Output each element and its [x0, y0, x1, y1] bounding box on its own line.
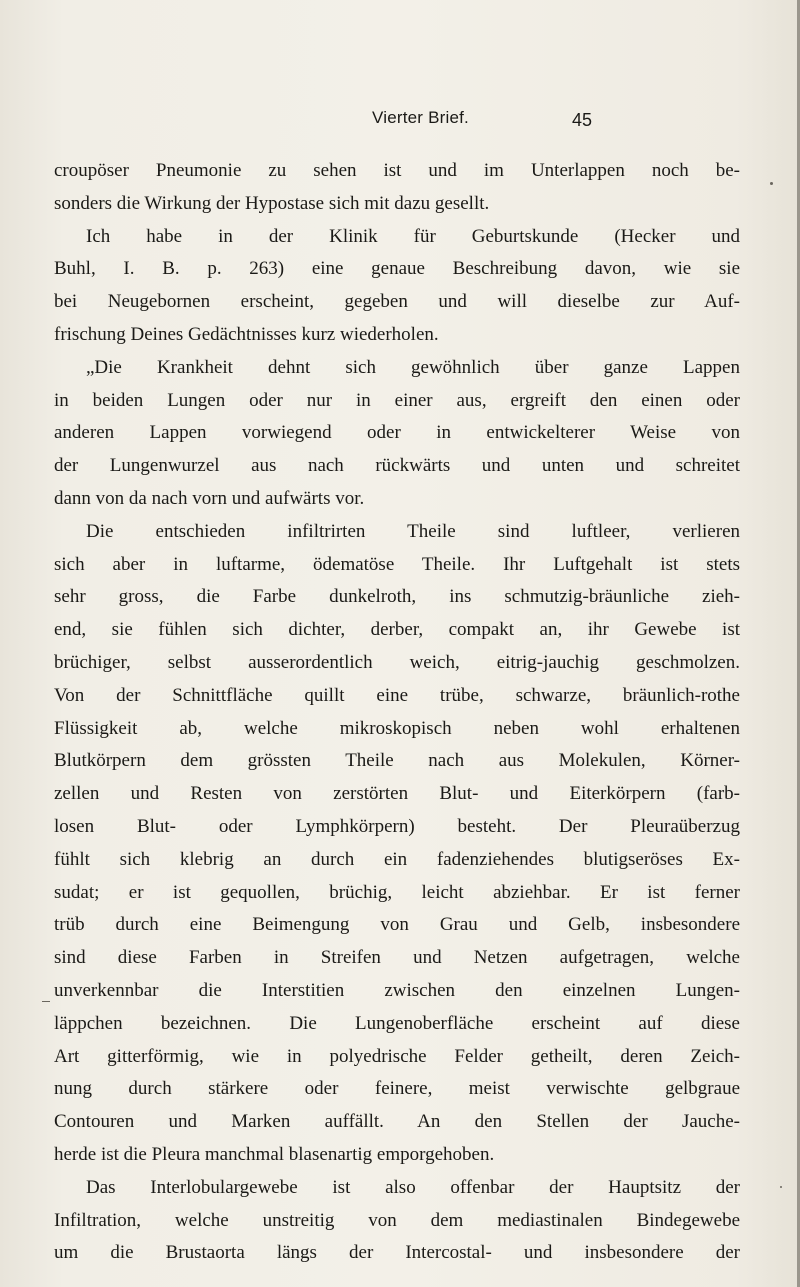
text-line: fühlt sich klebrig an durch ein fadenziehendes blutigseröses Ex-	[54, 848, 740, 870]
text-line: Buhl, I. B. p. 263) eine genaue Beschreibung davon, wie sie	[54, 258, 740, 280]
text-line: Flüssigkeit ab, welche mikroskopisch neben wohl erhaltenen	[54, 717, 740, 739]
text-line: unverkennbar die Interstitien zwischen den einzelnen Lungen-	[54, 979, 740, 1001]
print-speck	[770, 182, 773, 185]
text-line: Die entschieden infiltrirten Theile sind luftleer, verlieren	[86, 520, 740, 542]
text-line: Contouren und Marken auffällt. An den Stellen der Jauche-	[54, 1111, 740, 1133]
text-line: sich aber in luftarme, ödematöse Theile. Ihr Luftgehalt ist stets	[54, 553, 740, 575]
text-line: der Lungenwurzel aus nach rückwärts und unten und schreitet	[54, 455, 740, 477]
text-line: um die Brustaorta längs der Intercostal- und insbesondere der	[54, 1242, 740, 1264]
text-line: zellen und Resten von zerstörten Blut- und Eiterkörpern (farb-	[54, 783, 740, 805]
text-line: bei Neugebornen erscheint, gegeben und will dieselbe zur Auf-	[54, 291, 740, 313]
print-speck	[780, 1186, 782, 1188]
text-line: Art gitterförmig, wie in polyedrische Felder getheilt, deren Zeich-	[54, 1045, 740, 1067]
text-line: läppchen bezeichnen. Die Lungenoberfläche erscheint auf diese	[54, 1012, 740, 1034]
text-line: Von der Schnittfläche quillt eine trübe, schwarze, bräunlich-rothe	[54, 684, 740, 706]
text-line: sudat; er ist gequollen, brüchig, leicht abziehbar. Er ist ferner	[54, 881, 740, 903]
text-line: Blutkörpern dem grössten Theile nach aus Molekulen, Körner-	[54, 750, 740, 772]
text-line: „Die Krankheit dehnt sich gewöhnlich über ganze Lappen	[86, 356, 740, 378]
text-line: losen Blut- oder Lymphkörpern) besteht. Der Pleuraüberzug	[54, 815, 740, 837]
text-line: frischung Deines Gedächtnisses kurz wiederholen.	[54, 323, 439, 345]
text-line: in beiden Lungen oder nur in einer aus, ergreift den einen oder	[54, 389, 740, 411]
text-line: croupöser Pneumonie zu sehen ist und im Unterlappen noch be-	[54, 160, 740, 181]
print-speck	[42, 1001, 50, 1002]
text-line: Infiltration, welche unstreitig von dem mediastinalen Bindegewebe	[54, 1209, 740, 1231]
text-line: Ich habe in der Klinik für Geburtskunde (Hecker und	[86, 225, 740, 247]
text-line: sehr gross, die Farbe dunkelroth, ins schmutzig-bräunliche zieh-	[54, 586, 740, 608]
text-line: brüchiger, selbst ausserordentlich weich, eitrig-jauchig geschmolzen.	[54, 651, 740, 673]
text-line: trüb durch eine Beimengung von Grau und Gelb, insbesondere	[54, 914, 740, 936]
text-line: dann von da nach vorn und aufwärts vor.	[54, 487, 365, 509]
text-line: Das Interlobulargewebe ist also offenbar der Hauptsitz der	[86, 1176, 740, 1198]
text-line: sind diese Farben in Streifen und Netzen aufgetragen, welche	[54, 947, 740, 969]
text-line: end, sie fühlen sich dichter, derber, compakt an, ihr Gewebe ist	[54, 619, 740, 641]
page-number: 45	[572, 110, 593, 130]
text-line: nung durch stärkere oder feinere, meist verwischte gelbgraue	[54, 1078, 740, 1100]
text-line: herde ist die Pleura manchmal blasenartig emporgehoben.	[54, 1143, 495, 1165]
body-text	[54, 155, 740, 1270]
text-line: sonders die Wirkung der Hypostase sich mit dazu gesellt.	[54, 192, 490, 214]
text-line: anderen Lappen vorwiegend oder in entwickelterer Weise von	[54, 422, 740, 444]
page-header	[0, 108, 800, 138]
running-head: Vierter Brief.	[372, 108, 469, 127]
